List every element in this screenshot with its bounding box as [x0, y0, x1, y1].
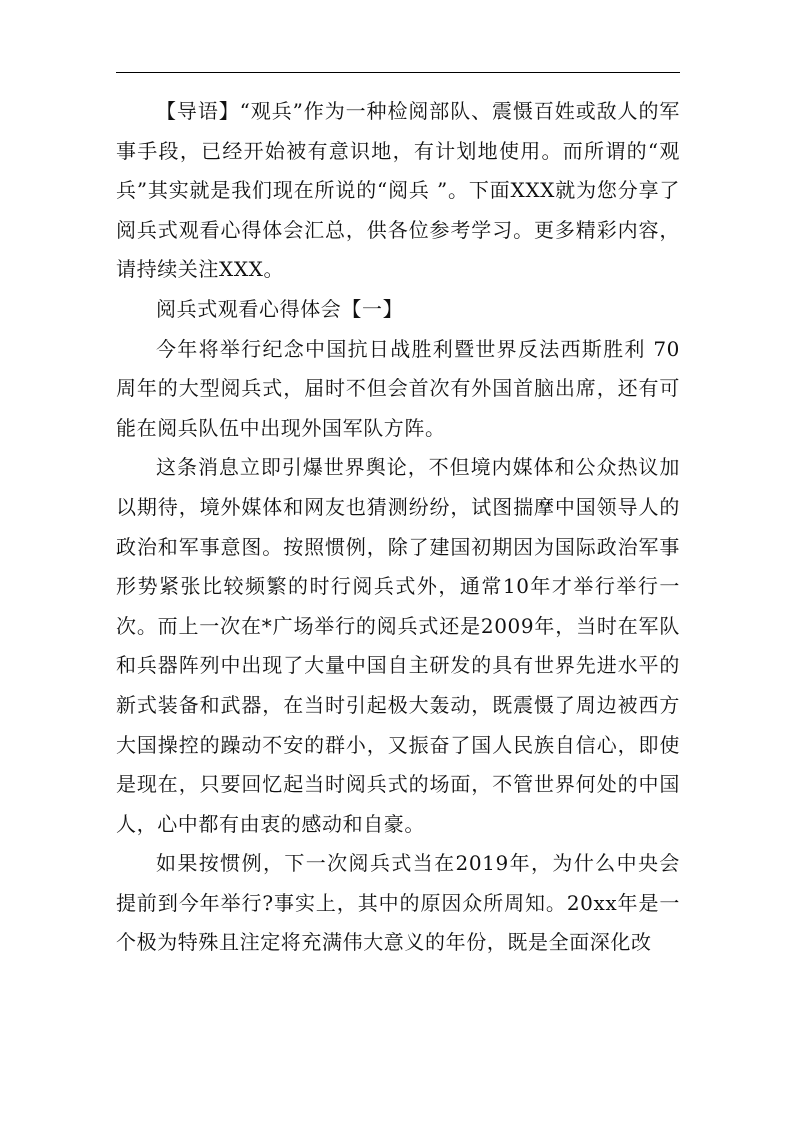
header-rule	[116, 72, 680, 73]
intro-paragraph: 【导语】“观兵”作为一种检阅部队、震慑百姓或敌人的军事手段，已经开始被有意识地，有计划地使用。而所谓的“观兵”其实就是我们现在所说的“阅兵 ”。下面XXX就为您分享了阅兵式观看心得体会汇总，供各位参考学习。更多精彩内容，请持续关注XXX。	[116, 99, 680, 282]
body-paragraph-3: 如果按惯例，下一次阅兵式当在2019年，为什么中央会提前到今年举行?事实上，其中的原因众所周知。20xx年是一个极为特殊且注定将充满伟大意义的年份，既是全面深化改	[116, 851, 680, 955]
body-paragraph-1: 今年将举行纪念中国抗日战胜利暨世界反法西斯胜利 70周年的大型阅兵式，届时不但会首次有外国首脑出席，还有可能在阅兵队伍中出现外国军队方阵。	[116, 336, 680, 440]
body-paragraph-2: 这条消息立即引爆世界舆论，不但境内媒体和公众热议加以期待，境外媒体和网友也猜测纷纷，试图揣摩中国领导人的政治和军事意图。按照惯例，除了建国初期因为国际政治军事形势紧张比较频繁的时行阅兵式外，通常10年才举行举行一次。而上一次在*广场举行的阅兵式还是2009年，当时在军队和兵器阵列中出现了大量中国自主研发的具有世界先进水平的新式装备和武器，在当时引起极大轰动，既震慑了周边被西方大国操控的躁动不安的群小，又振奋了国人民族自信心，即使是现在，只要回忆起当时阅兵式的场面，不管世界何处的中国人，心中都有由衷的感动和自豪。	[116, 455, 680, 836]
document-body	[116, 92, 680, 963]
section-heading: 阅兵式观看心得体会【一】	[156, 296, 404, 321]
